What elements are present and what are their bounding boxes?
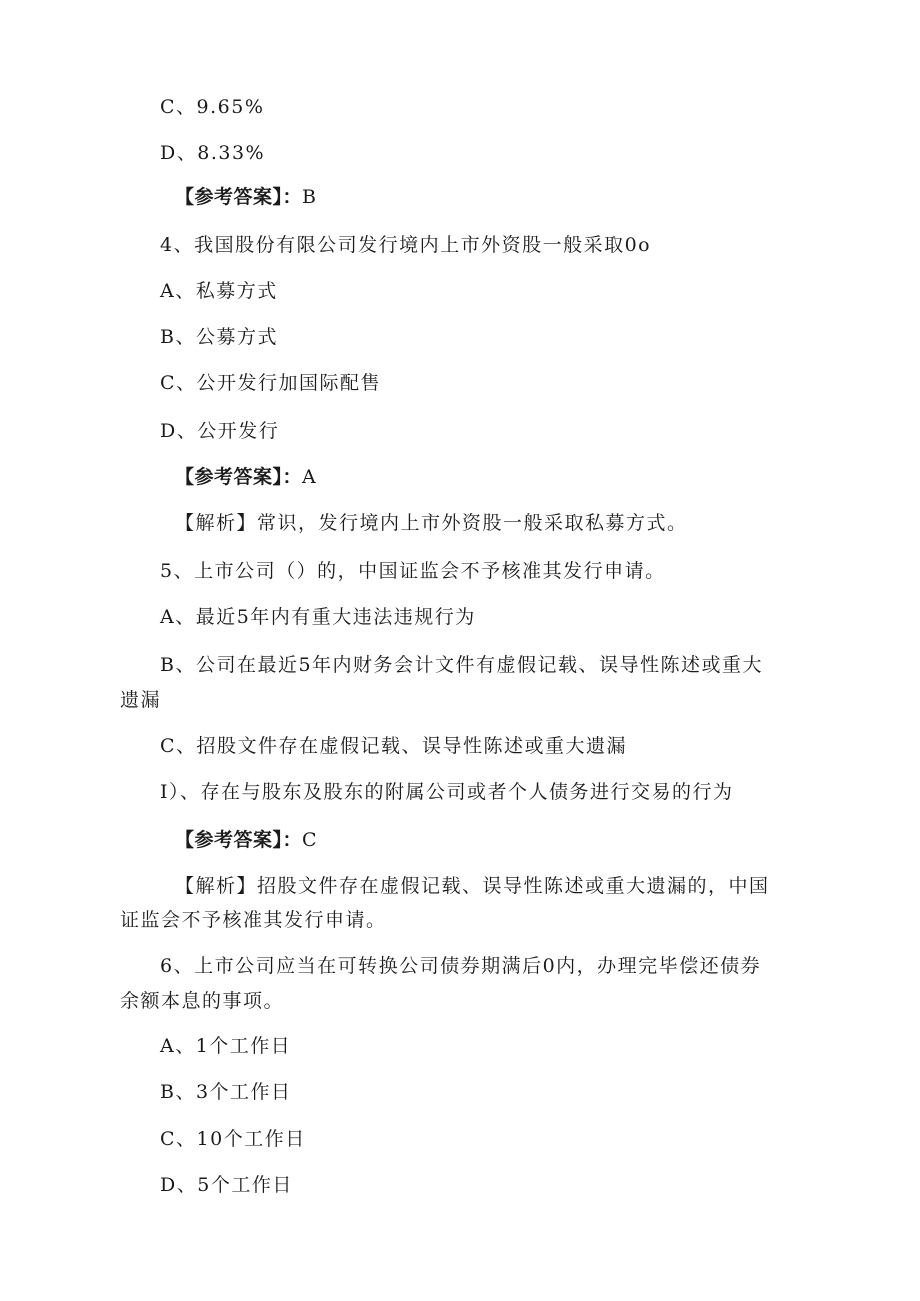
continuation-text: 余额本息的事项。 <box>120 990 285 1012</box>
analysis-tag: 【解析】 <box>175 875 258 897</box>
option-text: C、公开发行加国际配售 <box>160 372 382 394</box>
option-text: A、最近5年内有重大违法违规行为 <box>160 606 476 628</box>
answer-label: 【参考答案】： <box>175 829 303 851</box>
option-text: B、公司在最近5年内财务会计文件有虚假记载、误导性陈述或重大 <box>160 654 764 676</box>
option-text: B、3个工作日 <box>160 1081 292 1103</box>
answer-line <box>175 465 316 489</box>
continuation-text: 遗漏 <box>120 689 162 711</box>
answer-value: A <box>302 466 317 488</box>
answer-line <box>175 185 316 209</box>
option-text: C、招股文件存在虚假记载、误导性陈述或重大遗漏 <box>160 735 628 757</box>
analysis-tag: 【解析】 <box>175 512 258 534</box>
question-text: 6、上市公司应当在可转换公司债券期满后0内，办理完毕偿还债券 <box>160 955 762 977</box>
option-text: D、8.33% <box>160 142 266 164</box>
option-text: C、10个工作日 <box>160 1128 306 1150</box>
answer-value: C <box>302 829 318 851</box>
option-text: D、5个工作日 <box>160 1174 293 1196</box>
analysis-line <box>175 511 688 535</box>
option-text: A、私募方式 <box>160 280 278 302</box>
answer-label: 【参考答案】： <box>175 466 303 488</box>
option-text: I）、存在与股东及股东的附属公司或者个人债务进行交易的行为 <box>160 781 734 803</box>
answer-value: B <box>302 186 317 208</box>
analysis-text: 招股文件存在虚假记载、误导性陈述或重大遗漏的，中国 <box>257 875 770 897</box>
option-text: C、9.65% <box>160 96 265 118</box>
continuation-text: 证监会不予核准其发行申请。 <box>120 909 387 931</box>
answer-label: 【参考答案】： <box>175 186 303 208</box>
question-text: 4、我国股份有限公司发行境内上市外资股一般采取0o <box>160 234 652 256</box>
option-text: A、1个工作日 <box>160 1035 292 1057</box>
answer-line <box>175 828 317 852</box>
analysis-line <box>175 874 770 898</box>
option-text: D、公开发行 <box>160 420 280 442</box>
analysis-text: 常识，发行境内上市外资股一般采取私募方式。 <box>257 512 688 534</box>
question-text: 5、上市公司（）的，中国证监会不予核准其发行申请。 <box>160 560 666 582</box>
option-text: B、公募方式 <box>160 326 278 348</box>
